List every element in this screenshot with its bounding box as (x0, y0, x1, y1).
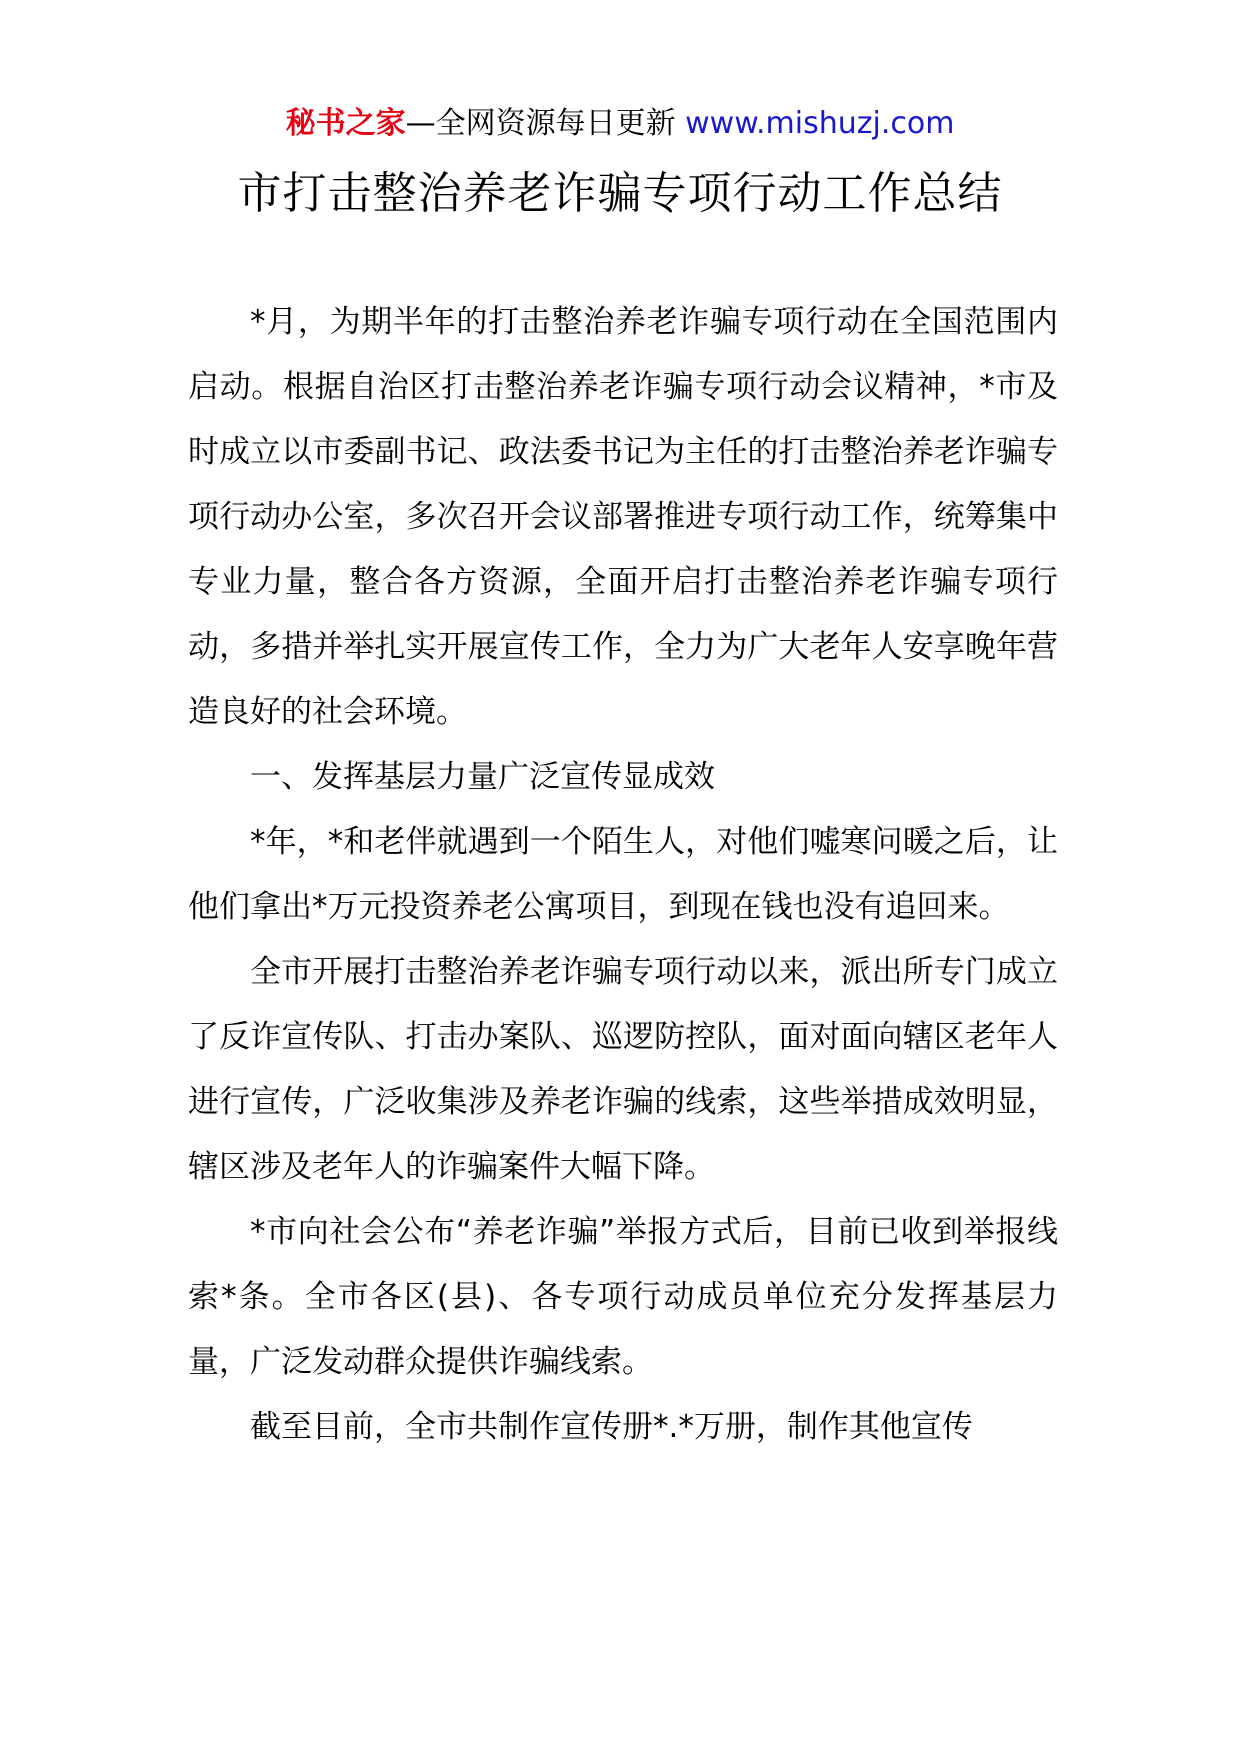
intro-paragraph: *月，为期半年的打击整治养老诈骗专项行动在全国范围内启动。根据自治区打击整治养老诈骗专项行动会议精神，*市及时成立以市委副书记、政法委书记为主任的打击整治养老诈骗专项行动办公室，多次召开会议部署推进专项行动工作，统筹集中专业力量，整合各方资源，全面开启打击整治养老诈骗专项行动，多措并举扎实开展宣传工作，全力为广大老年人安享晚年营造良好的社会环境。 (188, 304, 1058, 730)
site-header (0, 100, 1240, 148)
body-paragraph: 截至目前，全市共制作宣传册*.*万册，制作其他宣传 (250, 1409, 973, 1445)
body-paragraph: 全市开展打击整治养老诈骗专项行动以来，派出所专门成立了反诈宣传队、打击办案队、巡逻防控队，面对面向辖区老年人进行宣传，广泛收集涉及养老诈骗的线索，这些举措成效明显，辖区涉及老年人的诈骗案件大幅下降。 (188, 954, 1058, 1185)
document-body (188, 290, 1058, 1460)
section-heading: 一、发挥基层力量广泛宣传显成效 (250, 759, 715, 795)
site-brand: 秘书之家 (285, 106, 406, 141)
site-url-link[interactable]: www.mishuzj.com (685, 106, 955, 141)
body-paragraph: *年，*和老伴就遇到一个陌生人，对他们嘘寒问暖之后，让他们拿出*万元投资养老公寓项目，到现在钱也没有追回来。 (188, 824, 1058, 925)
body-paragraph: *市向社会公布“养老诈骗”举报方式后，目前已收到举报线索*条。全市各区(县)、各专项行动成员单位充分发挥基层力量，广泛发动群众提供诈骗线索。 (188, 1214, 1058, 1380)
site-tagline: —全网资源每日更新 (405, 106, 686, 141)
document-title: 市打击整治养老诈骗专项行动工作总结 (237, 168, 1003, 219)
